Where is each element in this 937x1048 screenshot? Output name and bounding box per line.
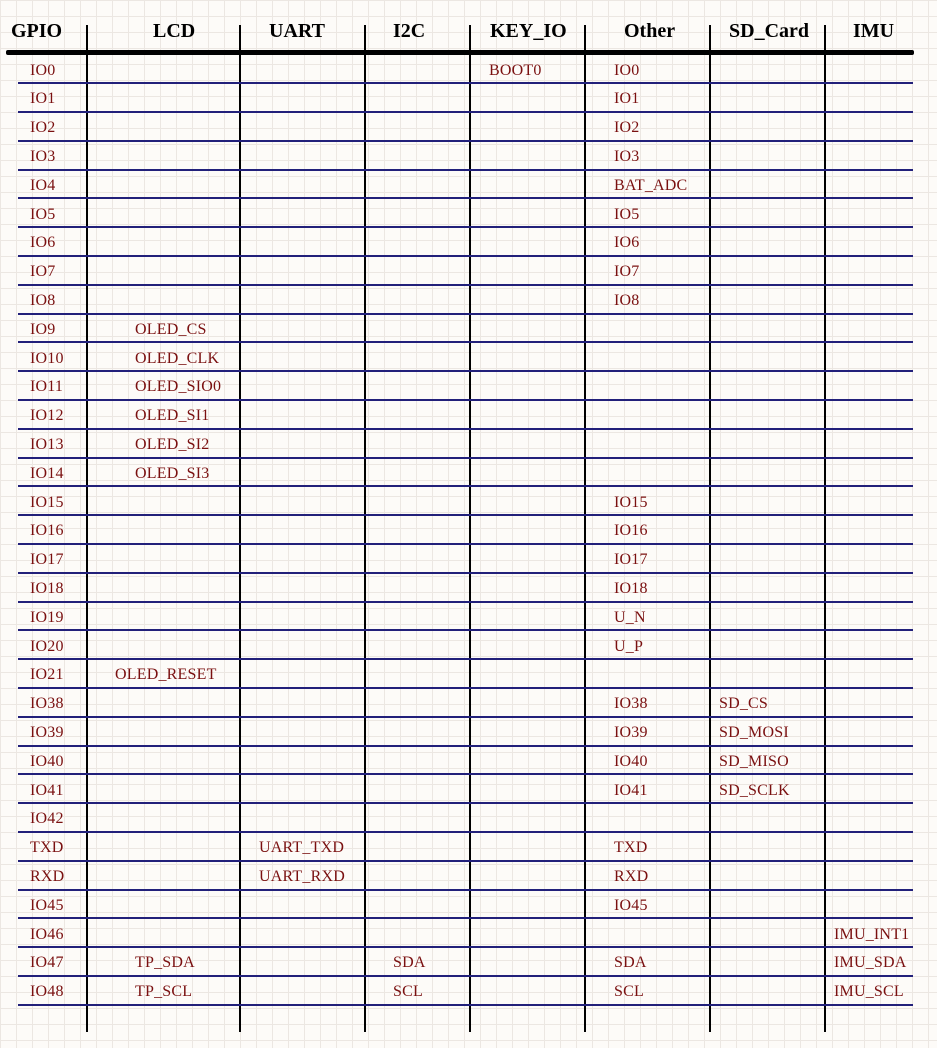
i2c-cell: SCL — [393, 983, 423, 1001]
table-row — [18, 142, 913, 171]
row-divider — [18, 1004, 913, 1006]
table-row — [18, 948, 913, 977]
other-cell: IO16 — [614, 522, 648, 540]
gpio-cell: IO8 — [30, 291, 56, 309]
lcd-cell: TP_SCL — [135, 983, 193, 1001]
table-row — [18, 372, 913, 401]
gpio-cell: IO3 — [30, 147, 56, 165]
table-row — [18, 200, 913, 229]
other-cell: RXD — [614, 867, 649, 885]
gpio-cell: IO11 — [30, 378, 64, 396]
table-row — [18, 488, 913, 517]
table-row — [18, 660, 913, 689]
table-row — [18, 401, 913, 430]
sd-card-cell: SD_SCLK — [719, 781, 790, 799]
gpio-cell: IO47 — [30, 954, 64, 972]
other-cell: IO15 — [614, 493, 648, 511]
header-gpio: GPIO — [11, 20, 63, 42]
key-io-cell: BOOT0 — [489, 61, 542, 79]
table-row — [18, 747, 913, 776]
header-other: Other — [624, 20, 676, 42]
gpio-cell: IO21 — [30, 666, 64, 684]
other-cell: TXD — [614, 839, 648, 857]
header-sd-card: SD_Card — [729, 20, 810, 42]
gpio-cell: IO16 — [30, 522, 64, 540]
other-cell: BAT_ADC — [614, 176, 688, 194]
table-row — [18, 516, 913, 545]
table-row — [18, 545, 913, 574]
imu-cell: IMU_SCL — [834, 983, 904, 1001]
other-cell: IO7 — [614, 263, 640, 281]
table-row — [18, 56, 913, 85]
table-row — [18, 603, 913, 632]
gpio-cell: IO10 — [30, 349, 64, 367]
lcd-cell: OLED_CS — [135, 320, 207, 338]
other-cell: IO45 — [614, 896, 648, 914]
imu-cell: IMU_SDA — [834, 954, 907, 972]
header-divider — [6, 50, 914, 55]
header-key-io: KEY_IO — [490, 20, 567, 42]
lcd-cell: TP_SDA — [135, 954, 195, 972]
gpio-cell: IO41 — [30, 781, 64, 799]
table-row — [18, 632, 913, 661]
table-row — [18, 228, 913, 257]
uart-cell: UART_RXD — [259, 867, 345, 885]
sd-card-cell: SD_MOSI — [719, 723, 789, 741]
gpio-cell: IO13 — [30, 435, 64, 453]
table-row — [18, 891, 913, 920]
lcd-cell: OLED_SIO0 — [135, 378, 222, 396]
other-cell: SCL — [614, 983, 644, 1001]
other-cell: IO40 — [614, 752, 648, 770]
table-row — [18, 84, 913, 113]
other-cell: IO8 — [614, 291, 640, 309]
table-row — [18, 862, 913, 891]
other-cell: IO5 — [614, 205, 640, 223]
table-row — [18, 689, 913, 718]
gpio-cell: IO6 — [30, 234, 56, 252]
other-cell: IO2 — [614, 119, 640, 137]
sd-card-cell: SD_MISO — [719, 752, 789, 770]
gpio-cell: IO42 — [30, 810, 64, 828]
uart-cell: UART_TXD — [259, 839, 345, 857]
gpio-cell: IO14 — [30, 464, 64, 482]
gpio-cell: IO1 — [30, 90, 56, 108]
imu-cell: IMU_INT1 — [834, 925, 910, 943]
table-row — [18, 430, 913, 459]
table-row — [18, 718, 913, 747]
gpio-cell: RXD — [30, 867, 65, 885]
table-row — [18, 286, 913, 315]
other-cell: IO38 — [614, 695, 648, 713]
table-row — [18, 920, 913, 949]
table-row — [18, 574, 913, 603]
other-cell: IO39 — [614, 723, 648, 741]
table-row — [18, 344, 913, 373]
gpio-cell: IO18 — [30, 579, 64, 597]
table-row — [18, 315, 913, 344]
lcd-cell: OLED_SI1 — [135, 407, 210, 425]
other-cell: IO6 — [614, 234, 640, 252]
other-cell: U_N — [614, 608, 646, 626]
gpio-cell: IO7 — [30, 263, 56, 281]
gpio-cell: IO45 — [30, 896, 64, 914]
other-cell: IO1 — [614, 90, 640, 108]
sd-card-cell: SD_CS — [719, 695, 769, 713]
table-row — [18, 804, 913, 833]
other-cell: IO0 — [614, 61, 640, 79]
gpio-cell: IO4 — [30, 176, 56, 194]
table-row — [18, 459, 913, 488]
other-cell: SDA — [614, 954, 647, 972]
i2c-cell: SDA — [393, 954, 426, 972]
gpio-cell: IO39 — [30, 723, 64, 741]
lcd-cell: OLED_SI2 — [135, 435, 210, 453]
gpio-cell: IO40 — [30, 752, 64, 770]
gpio-cell: IO19 — [30, 608, 64, 626]
header-lcd: LCD — [153, 20, 196, 42]
header-i2c: I2C — [393, 20, 426, 42]
gpio-cell: IO46 — [30, 925, 64, 943]
gpio-cell: IO38 — [30, 695, 64, 713]
other-cell: U_P — [614, 637, 644, 655]
gpio-cell: IO20 — [30, 637, 64, 655]
gpio-cell: IO15 — [30, 493, 64, 511]
gpio-cell: IO0 — [30, 61, 56, 79]
header-uart: UART — [269, 20, 325, 42]
table-row — [18, 171, 913, 200]
table-row — [18, 113, 913, 142]
lcd-cell: OLED_RESET — [115, 666, 217, 684]
table-row — [18, 833, 913, 862]
gpio-cell: IO2 — [30, 119, 56, 137]
other-cell: IO17 — [614, 551, 648, 569]
gpio-cell: IO5 — [30, 205, 56, 223]
other-cell: IO41 — [614, 781, 648, 799]
lcd-cell: OLED_CLK — [135, 349, 220, 367]
table-row — [18, 776, 913, 805]
lcd-cell: OLED_SI3 — [135, 464, 210, 482]
gpio-cell: IO48 — [30, 983, 64, 1001]
header-imu: IMU — [853, 20, 895, 42]
other-cell: IO18 — [614, 579, 648, 597]
gpio-cell: TXD — [30, 839, 64, 857]
other-cell: IO3 — [614, 147, 640, 165]
table-row — [18, 257, 913, 286]
table-row — [18, 977, 913, 1006]
gpio-cell: IO9 — [30, 320, 56, 338]
gpio-cell: IO12 — [30, 407, 64, 425]
gpio-cell: IO17 — [30, 551, 64, 569]
